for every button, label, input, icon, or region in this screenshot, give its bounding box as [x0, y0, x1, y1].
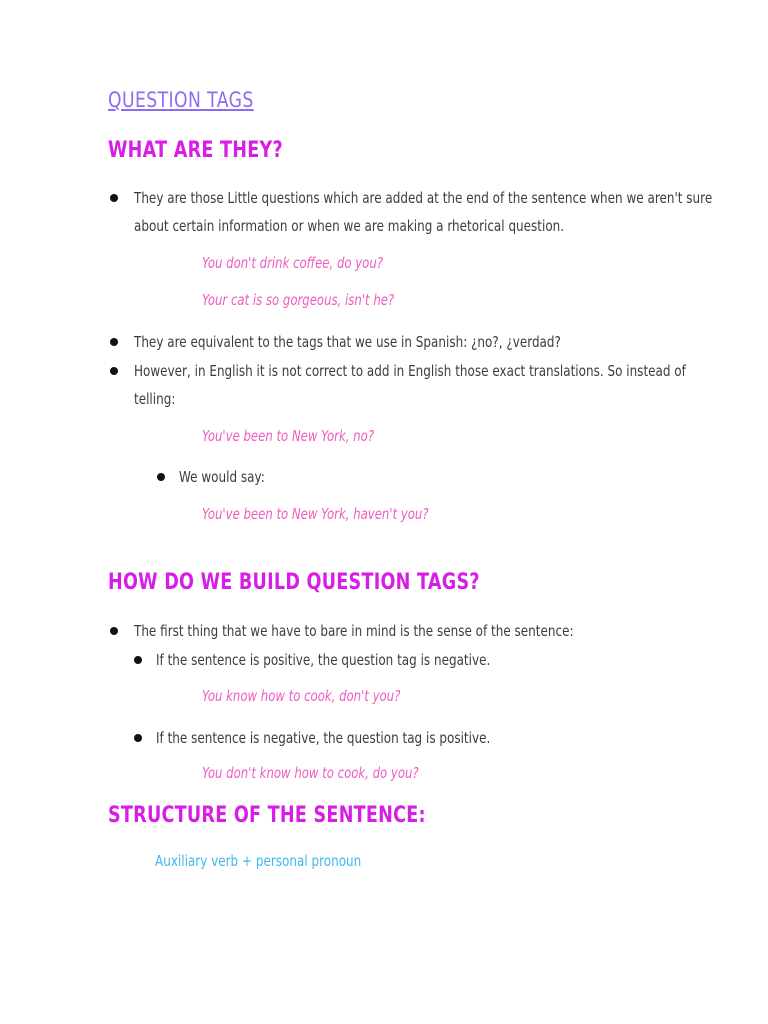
bullet-text: If the sentence is negative, the question tag is positive.	[156, 729, 491, 747]
bullet-text: We would say:	[179, 468, 265, 486]
bullet-text: However, in English it is not correct to add in English those exact translations. So instead of	[134, 362, 686, 380]
section-heading-what: WHAT ARE THEY?	[108, 138, 283, 163]
bullet-icon	[110, 367, 118, 375]
bullet-text-continuation: telling:	[134, 390, 176, 408]
section-heading-structure: STRUCTURE OF THE SENTENCE:	[108, 803, 426, 828]
bullet-icon	[110, 627, 118, 635]
bullet-icon	[134, 734, 142, 742]
bullet-text: If the sentence is positive, the question tag is negative.	[156, 651, 491, 669]
bullet-item	[110, 328, 668, 356]
sub-bullet-item	[134, 724, 574, 752]
section-heading-how: HOW DO WE BUILD QUESTION TAGS?	[108, 570, 480, 595]
example-sentence: You don't know how to cook, do you?	[202, 764, 419, 782]
example-sentence: Your cat is so gorgeous, isn't he?	[202, 291, 395, 309]
example-sentence: You know how to cook, don't you?	[202, 687, 401, 705]
document-title: QUESTION TAGS	[108, 88, 254, 112]
bullet-icon	[110, 194, 118, 202]
bullet-item	[110, 184, 768, 240]
bullet-item	[110, 617, 683, 645]
example-sentence: You've been to New York, haven't you?	[202, 505, 429, 523]
bullet-item	[110, 357, 768, 413]
example-sentence: You don't drink coffee, do you?	[202, 254, 383, 272]
bullet-text: They are equivalent to the tags that we use in Spanish: ¿no?, ¿verdad?	[134, 333, 561, 351]
bullet-text-continuation: about certain information or when we are making a rhetorical question.	[134, 217, 565, 235]
bullet-icon	[110, 338, 118, 346]
sub-bullet-item	[157, 463, 286, 491]
bullet-text: The first thing that we have to bare in mind is the sense of the sentence:	[134, 622, 574, 640]
bullet-icon	[157, 473, 165, 481]
structure-formula: Auxiliary verb + personal pronoun	[155, 852, 362, 870]
bullet-icon	[134, 656, 142, 664]
example-sentence: You've been to New York, no?	[202, 427, 374, 445]
bullet-text: They are those Little questions which are added at the end of the sentence when we aren't sure	[134, 189, 713, 207]
sub-bullet-item	[134, 646, 574, 674]
